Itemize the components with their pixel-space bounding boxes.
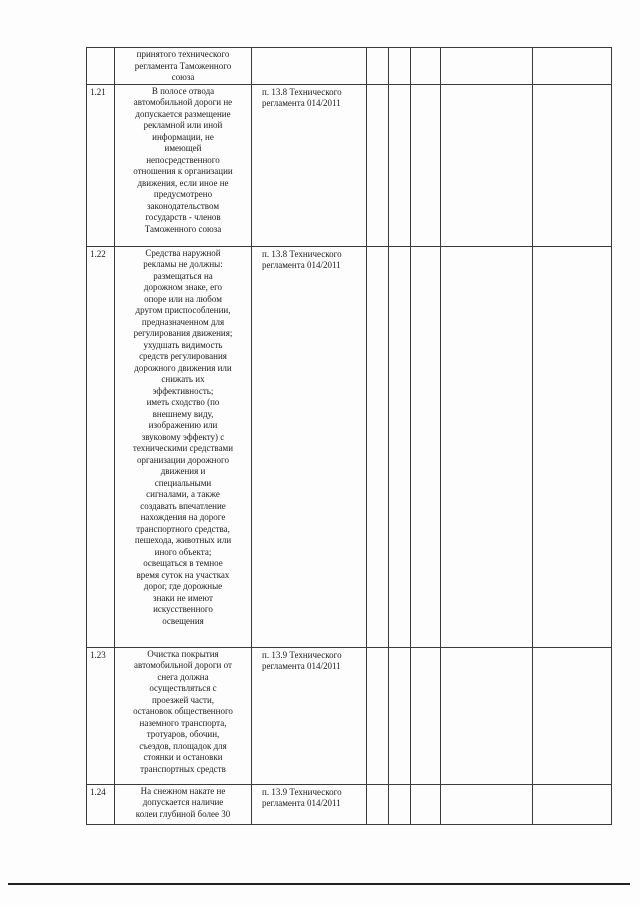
reference-cell	[252, 246, 367, 647]
requirement-text: Средства наружной рекламы не должны: размещаться на дорожном знаке, его опоре или на любом другом приспособлении, предназначенном для регулирования движения; ухудшать видимость средств регулирования дорожного движения или снижать их эффективность; иметь сходство (по внешнему виду, изображению или звуковому эффекту) с техническими средствами организации дорожного движения и специальными сигналами, а также создавать впечатление нахождения на дороге транспортного средства, пешехода, животных или иного объекта; освещаться в темное время суток на участках дорог, где дорожные знаки не имеют искусственного освещения	[132, 247, 234, 626]
reference-text: п. 13.9 Технического регламента 014/2011	[262, 649, 342, 671]
row-number: 1.23	[87, 647, 115, 784]
requirement-text: Очистка покрытия автомобильной дороги от снега должна осуществляться с проезжей части, остановок общественного наземного транспорта, тротуаров, обочин, съездов, площадок для стоянки и остановки транспортных средств	[133, 648, 233, 774]
empty-cell	[389, 48, 411, 85]
reference-cell	[252, 48, 367, 85]
requirement-cell	[115, 246, 252, 647]
empty-cell	[411, 784, 441, 824]
table-row	[87, 246, 612, 647]
footer-divider	[8, 883, 630, 885]
empty-cell	[411, 246, 441, 647]
empty-cell	[367, 84, 389, 246]
table-row	[87, 784, 612, 824]
reference-cell	[252, 784, 367, 824]
checklist-table	[86, 47, 612, 825]
requirement-text: В полосе отвода автомобильной дороги не допускается размещение рекламной или иной информации, не имеющей непосредственного отношения к организации движения, если иное не предусмотрено законодательством государств - членов Таможенного союза	[133, 85, 233, 234]
empty-cell	[389, 246, 411, 647]
empty-cell	[441, 246, 533, 647]
empty-cell	[533, 246, 612, 647]
empty-cell	[411, 84, 441, 246]
empty-cell	[367, 784, 389, 824]
empty-cell	[441, 48, 533, 85]
empty-cell	[441, 784, 533, 824]
row-number: 1.24	[87, 784, 115, 824]
reference-text: п. 13.8 Технического регламента 014/2011	[262, 86, 342, 108]
empty-cell	[533, 84, 612, 246]
reference-cell	[252, 84, 367, 246]
empty-cell	[389, 84, 411, 246]
reference-text: п. 13.9 Технического регламента 014/2011	[262, 786, 342, 808]
requirement-text: На снежном накате не допускается наличие колеи глубиной более 30	[135, 785, 231, 819]
empty-cell	[411, 647, 441, 784]
table-row	[87, 48, 612, 85]
requirement-text: принятого технического регламента Таможенного союза	[134, 49, 232, 82]
empty-cell	[367, 647, 389, 784]
row-number: 1.22	[87, 246, 115, 647]
requirement-cell	[115, 784, 252, 824]
empty-cell	[389, 784, 411, 824]
empty-cell	[533, 647, 612, 784]
empty-cell	[441, 84, 533, 246]
empty-cell	[389, 647, 411, 784]
empty-cell	[533, 784, 612, 824]
reference-text: п. 13.8 Технического регламента 014/2011	[262, 248, 342, 270]
reference-cell	[252, 647, 367, 784]
table-row	[87, 647, 612, 784]
empty-cell	[533, 48, 612, 85]
row-number	[87, 48, 115, 85]
requirement-cell	[115, 48, 252, 85]
table-row	[87, 84, 612, 246]
requirement-cell	[115, 647, 252, 784]
empty-cell	[411, 48, 441, 85]
empty-cell	[367, 48, 389, 85]
requirement-cell	[115, 84, 252, 246]
row-number: 1.21	[87, 84, 115, 246]
empty-cell	[441, 647, 533, 784]
empty-cell	[367, 246, 389, 647]
